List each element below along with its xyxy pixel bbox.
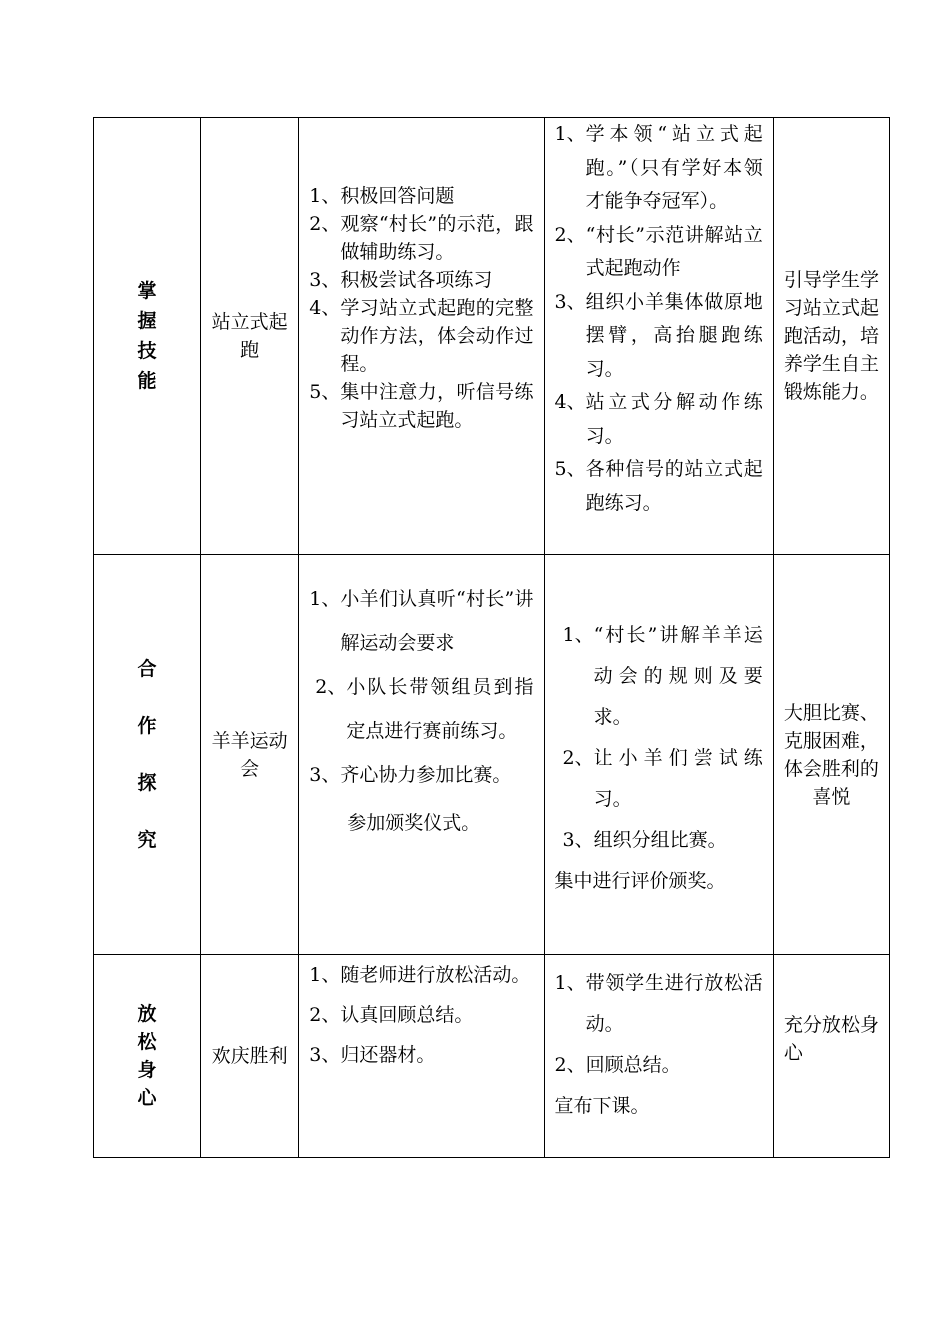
extra-line: 参加颁奖仪式。 [347,812,481,834]
table-row [94,555,890,955]
item-text: 学习站立式起跑的完整动作方法，体会动作过程。 [340,297,534,375]
item-number: 5、 [309,381,341,403]
item-text: 学本领“站立式起跑。”（只有学好本领才能争夺冠军）。 [585,123,763,212]
list-item [555,219,763,286]
design-intent-cell: 大胆比赛、克服困难，体会胜利的喜悦 [773,555,889,955]
topic-cell: 欢庆胜利 [201,955,299,1158]
item-number: 3、 [309,1044,341,1066]
item-text: “村长”讲解羊羊运动会的规则及要求。 [593,624,763,728]
list-item [555,286,763,387]
item-text: 站立式分解动作练习。 [585,391,763,447]
item-number: 1、 [554,972,586,994]
list-item [309,182,533,210]
item-text: 回顾总结。 [585,1054,681,1076]
list-item [555,453,763,520]
list-item [309,210,533,266]
topic-cell: 羊羊运动会 [201,555,299,955]
item-number: 3、 [562,829,594,851]
stage-char: 作 [137,714,157,737]
item-number: 2、 [315,676,347,698]
stage-cell [94,118,201,555]
item-number: 3、 [309,269,341,291]
stage-char: 究 [137,828,157,851]
list-item [309,955,533,995]
item-text: 积极回答问题 [340,185,455,207]
stage-cell [94,555,201,955]
stage-char: 能 [137,370,157,392]
item-text: “村长”示范讲解站立式起跑动作 [585,223,763,279]
stage-char: 松 [137,1031,157,1053]
item-text: 小羊们认真听“村长”讲解运动会要求 [340,588,534,654]
item-text: 随老师进行放松活动。 [340,964,531,986]
item-text: 认真回顾总结。 [340,1004,474,1026]
item-number: 3、 [554,290,586,313]
item-number: 1、 [309,185,341,207]
item-text: 观察“村长”的示范，跟做辅助练习。 [340,213,534,263]
list-item [309,995,533,1035]
student-activity-cell [299,955,544,1158]
item-text: 集中注意力，听信号练习站立式起跑。 [340,381,534,431]
extra-line: 宣布下课。 [554,1095,650,1117]
stage-char: 掌 [137,280,157,302]
list-item [309,378,533,434]
design-intent-cell: 引导学生学习站立式起跑活动，培养学生自主锻炼能力。 [773,118,889,555]
item-text: 归还器材。 [340,1044,436,1066]
item-number: 5、 [554,458,586,480]
list-item [555,615,763,738]
table-row [94,955,890,1158]
stage-char: 探 [137,771,157,794]
item-text: 组织小羊集体做原地摆臂，高抬腿跑练习。 [585,290,763,380]
list-item [309,577,533,665]
stage-char: 放 [137,1003,157,1025]
item-text: 让小羊们尝试练习。 [593,747,763,810]
stage-char: 身 [137,1059,157,1081]
list-item [309,665,533,753]
list-item [555,963,763,1045]
teacher-activity-cell [544,955,773,1158]
item-text: 齐心协力参加比赛。 [340,764,512,786]
stage-char: 技 [137,340,157,362]
table-row [94,118,890,555]
list-item [555,738,763,820]
lesson-plan-table [93,117,890,1158]
item-text: 积极尝试各项练习 [340,269,493,291]
extra-line: 集中进行评价颁奖。 [554,870,726,892]
student-activity-cell [299,555,544,955]
item-number: 2、 [562,747,594,769]
item-text: 组织分组比赛。 [593,829,727,851]
item-number: 3、 [309,764,341,786]
item-number: 1、 [309,588,341,610]
student-activity-cell [299,118,544,555]
item-number: 2、 [554,223,586,246]
item-number: 4、 [309,297,341,319]
item-number: 1、 [562,624,594,646]
list-item [309,1035,533,1075]
design-intent-cell: 充分放松身心 [773,955,889,1158]
teacher-activity-cell [544,555,773,955]
stage-char: 握 [137,310,157,332]
list-item [555,386,763,453]
item-number: 2、 [309,213,341,235]
topic-cell: 站立式起跑 [201,118,299,555]
item-text: 小队长带领组员到指定点进行赛前练习。 [346,676,534,742]
item-number: 2、 [309,1004,341,1026]
teacher-activity-cell [544,118,773,555]
list-item [309,266,533,294]
item-text: 各种信号的站立式起跑练习。 [585,458,763,514]
stage-char: 合 [137,657,157,680]
list-item [555,118,763,219]
item-number: 2、 [554,1054,586,1076]
stage-char: 心 [137,1087,157,1109]
item-number: 4、 [554,391,586,413]
stage-cell [94,955,201,1158]
item-text: 带领学生进行放松活动。 [585,972,763,1035]
list-item [309,753,533,797]
list-item [555,820,763,861]
list-item [309,294,533,378]
item-number: 1、 [309,964,341,986]
list-item [555,1045,763,1086]
item-number: 1、 [554,123,586,145]
